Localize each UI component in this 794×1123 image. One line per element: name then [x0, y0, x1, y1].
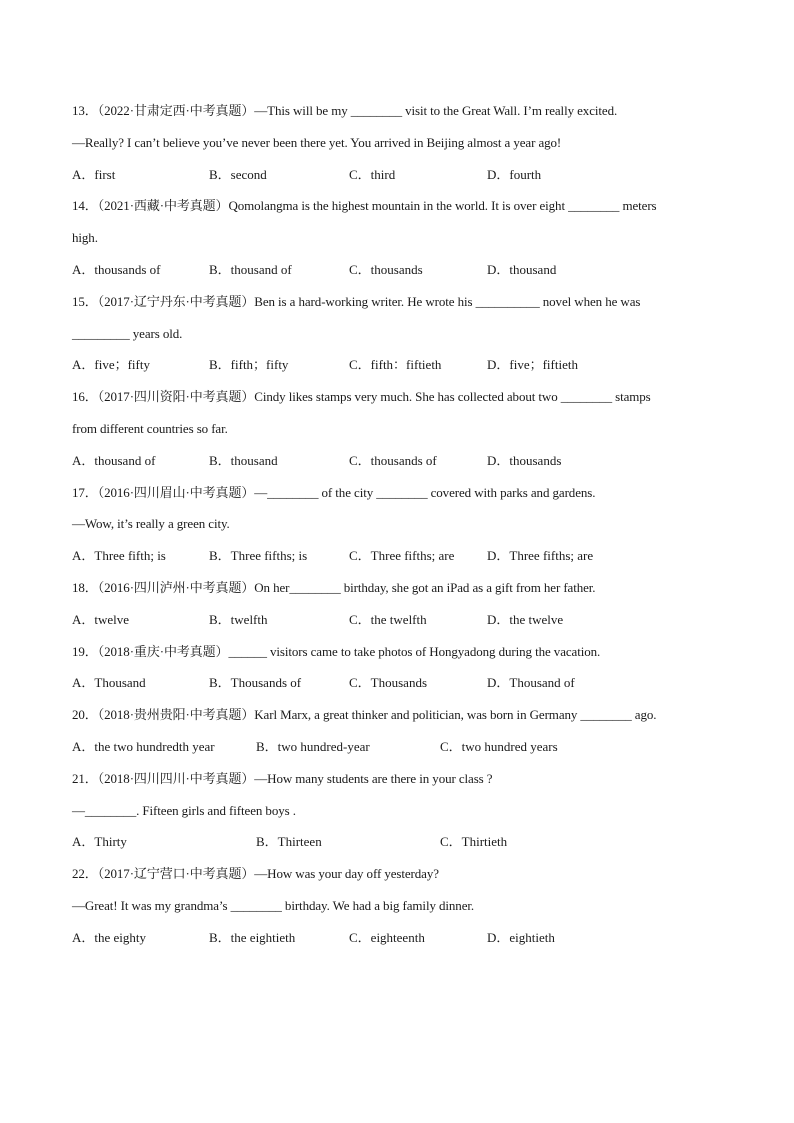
answer-option: A．thousands of — [72, 262, 161, 277]
answer-option: D．Three fifths; are — [487, 548, 594, 564]
answer-option: D．thousand — [487, 262, 557, 277]
answer-option: B．Thirteen — [256, 834, 322, 850]
answer-option: D．the twelve — [487, 611, 564, 627]
answer-option: D．fourth — [487, 166, 542, 182]
answer-option: B．fifth；fifty — [209, 357, 289, 373]
answer-options — [72, 451, 754, 471]
answer-option: D．Thousand of — [487, 675, 575, 691]
answer-option: A．the eighty — [72, 929, 147, 945]
question-line: from different countries so far. — [72, 421, 228, 436]
question-stem: 15．（2017·辽宁丹东·中考真题）Ben is a hard-working writer. He wrote his __________ novel when he was — [72, 293, 641, 309]
answer-option: A．Thirty — [72, 834, 127, 850]
question-line: _________ years old. — [72, 325, 183, 341]
question-stem: 14．（2021·西藏·中考真题）Qomolangma is the highest mountain in the world. It is over eight ________ meters — [72, 198, 657, 214]
question-line: —Wow, it’s really a green city. — [72, 516, 230, 532]
answer-option: B．second — [209, 166, 267, 182]
answer-option: C．two hundred years — [440, 739, 558, 754]
answer-option: D．thousands — [487, 452, 562, 468]
answer-option: A．the two hundredth year — [72, 739, 215, 754]
answer-option: A．first — [72, 166, 116, 182]
question-stem: 22．（2017·辽宁营口·中考真题）—How was your day off yesterday? — [72, 866, 439, 882]
answer-option: C．eighteenth — [349, 929, 425, 945]
answer-option: A．twelve — [72, 611, 130, 627]
answer-option: A．five；fifty — [72, 357, 150, 373]
answer-options — [72, 355, 754, 375]
answer-options — [72, 260, 754, 280]
question-stem: 16．（2017·四川资阳·中考真题）Cindy likes stamps very much. She has collected about two ________ stamps — [72, 389, 651, 405]
answer-option: B．Three fifths; is — [209, 548, 308, 564]
answer-option: B．thousand — [209, 452, 278, 468]
answer-option: D．eightieth — [487, 929, 555, 945]
question-stem: 19．（2018·重庆·中考真题）______ visitors came to take photos of Hongyadong during the vacation. — [72, 643, 601, 659]
answer-option: C．third — [349, 166, 396, 182]
answer-option: D．five；fiftieth — [487, 357, 578, 373]
answer-option: C．thousands of — [349, 452, 437, 468]
answer-option: C．the twelfth — [349, 611, 427, 627]
answer-option: C．thousands — [349, 262, 423, 277]
answer-option: B．two hundred-year — [256, 739, 370, 754]
answer-option: C．fifth：fiftieth — [349, 357, 442, 373]
answer-options — [72, 546, 754, 566]
question-line: —Great! It was my grandma’s ________ birthday. We had a big family dinner. — [72, 898, 475, 913]
answer-options — [72, 673, 754, 693]
answer-options — [72, 165, 754, 185]
answer-options — [72, 832, 754, 852]
question-line: high. — [72, 230, 98, 246]
answer-options — [72, 928, 754, 948]
answer-option: C．Three fifths; are — [349, 548, 455, 564]
answer-option: B．thousand of — [209, 262, 292, 277]
question-stem: 21．（2018·四川四川·中考真题）—How many students are there in your class ? — [72, 770, 493, 786]
answer-option: B．Thousands of — [209, 675, 302, 691]
question-stem: 13．（2022·甘肃定西·中考真题）—This will be my ________ visit to the Great Wall. I’m really excited. — [72, 103, 618, 118]
answer-options — [72, 610, 754, 630]
question-line: —________. Fifteen girls and fifteen boys . — [72, 802, 296, 818]
answer-option: A．Three fifth; is — [72, 548, 166, 564]
answer-option: B．twelfth — [209, 611, 268, 627]
question-stem: 20．（2018·贵州贵阳·中考真题）Karl Marx, a great thinker and politician, was born in Germany ________ ago. — [72, 707, 657, 723]
question-stem: 18．（2016·四川泸州·中考真题）On her________ birthday, she got an iPad as a gift from her father. — [72, 580, 596, 595]
answer-option: C．Thirtieth — [440, 834, 508, 850]
answer-option: A．Thousand — [72, 675, 146, 691]
question-stem: 17．（2016·四川眉山·中考真题）—________ of the city ________ covered with parks and gardens. — [72, 484, 596, 500]
answer-option: A．thousand of — [72, 452, 156, 468]
question-line: —Really? I can’t believe you’ve never been there yet. You arrived in Beijing almost a year ago! — [72, 134, 562, 150]
answer-option: B．the eightieth — [209, 929, 296, 945]
answer-options — [72, 737, 754, 757]
answer-option: C．Thousands — [349, 675, 428, 691]
